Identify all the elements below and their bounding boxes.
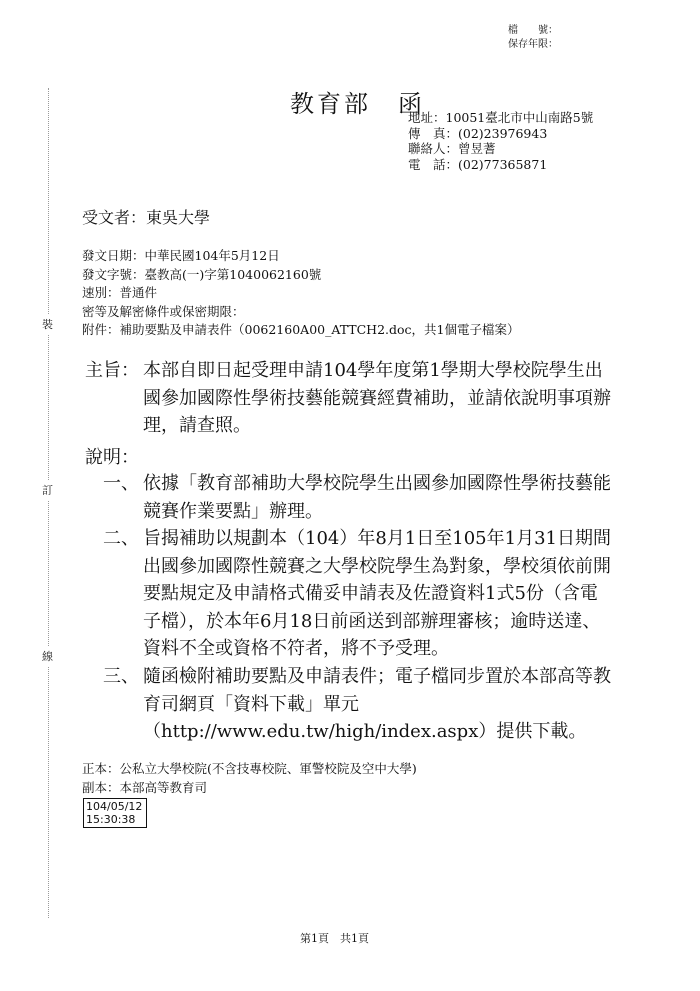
contact-person-line: 聯絡人：曾昱蓍 xyxy=(408,141,496,156)
stamp-time: 15:30:38 xyxy=(86,813,136,826)
item-number: 二、 xyxy=(103,528,139,549)
reference-number: 發文字號：臺教高(一)字第1040062160號 xyxy=(82,266,322,282)
copy-recipients: 副本：本部高等教育司 xyxy=(82,779,208,795)
phone-line: 電 話：(02)77365871 xyxy=(408,156,548,172)
explanation-item xyxy=(103,663,615,746)
delivery-speed: 速別：普通件 xyxy=(82,285,158,301)
item-text: 旨揭補助以規劃本（104）年8月1日至105年1月31日期間出國參加國際性競賽之大學校院學生為對象，學校須依前開要點規定及申請格式備妥申請表及佐證資料1式5份（含電子檔），於本年6月18日前函送到部辦理審核；逾時送達、資料不全或資格不符者，將不予受理。 xyxy=(143,528,611,659)
explanation-item xyxy=(103,470,615,525)
document-title: 教育部 函 xyxy=(290,90,425,118)
explanation-item xyxy=(103,525,615,663)
item-text: 依據「教育部補助大學校院學生出國參加國際性學術技藝能競賽作業要點」辦理。 xyxy=(143,473,611,522)
retention-period-label: 保存年限： xyxy=(508,39,558,50)
address-line: 地址：10051臺北市中山南路5號 xyxy=(408,110,594,125)
item-number: 三、 xyxy=(103,666,139,687)
explanation-heading: 說明： xyxy=(85,447,139,468)
distribution-list xyxy=(82,760,417,797)
original-recipients: 正本：公私立大學校院(不含技專校院、軍警校院及空中大學) xyxy=(82,761,417,776)
subject-text: 本部自即日起受理申請104學年度第1學期大學校院學生出國參加國際性學術技藝能競賽經費補助，並請依說明事項辦理，請查照。 xyxy=(143,360,611,436)
binding-line xyxy=(48,88,49,918)
binding-mark-ding: 訂 xyxy=(42,480,53,500)
binding-mark-zhuang: 裝 xyxy=(42,314,53,334)
recipient: 受文者：東吳大學 xyxy=(82,208,211,227)
subject-section xyxy=(85,357,615,440)
issue-date: 發文日期：中華民國104年5月12日 xyxy=(82,248,280,263)
fax-line: 傳 真：(02)23976943 xyxy=(408,125,548,141)
page-number: 第1頁 共1頁 xyxy=(300,932,369,945)
contact-block xyxy=(408,110,593,172)
file-number-label: 檔 號： xyxy=(508,25,558,36)
timestamp-stamp xyxy=(83,798,147,828)
item-text: 隨函檢附補助要點及申請表件；電子檔同步置於本部高等教育司網頁「資料下載」單元（http://www.edu.tw/high/index.aspx）提供下載。 xyxy=(143,666,611,742)
stamp-date: 104/05/12 xyxy=(86,800,143,813)
item-number: 一、 xyxy=(103,473,139,494)
binding-mark-xian: 線 xyxy=(42,646,53,666)
archive-info xyxy=(508,24,558,52)
secrecy-level: 密等及解密條件或保密期限： xyxy=(82,303,245,319)
document-meta xyxy=(82,247,519,340)
subject-label: 主旨： xyxy=(85,360,139,381)
attachment-line: 附件：補助要點及申請表件（0062160A00_ATTCH2.doc，共1個電子檔案） xyxy=(82,322,520,338)
